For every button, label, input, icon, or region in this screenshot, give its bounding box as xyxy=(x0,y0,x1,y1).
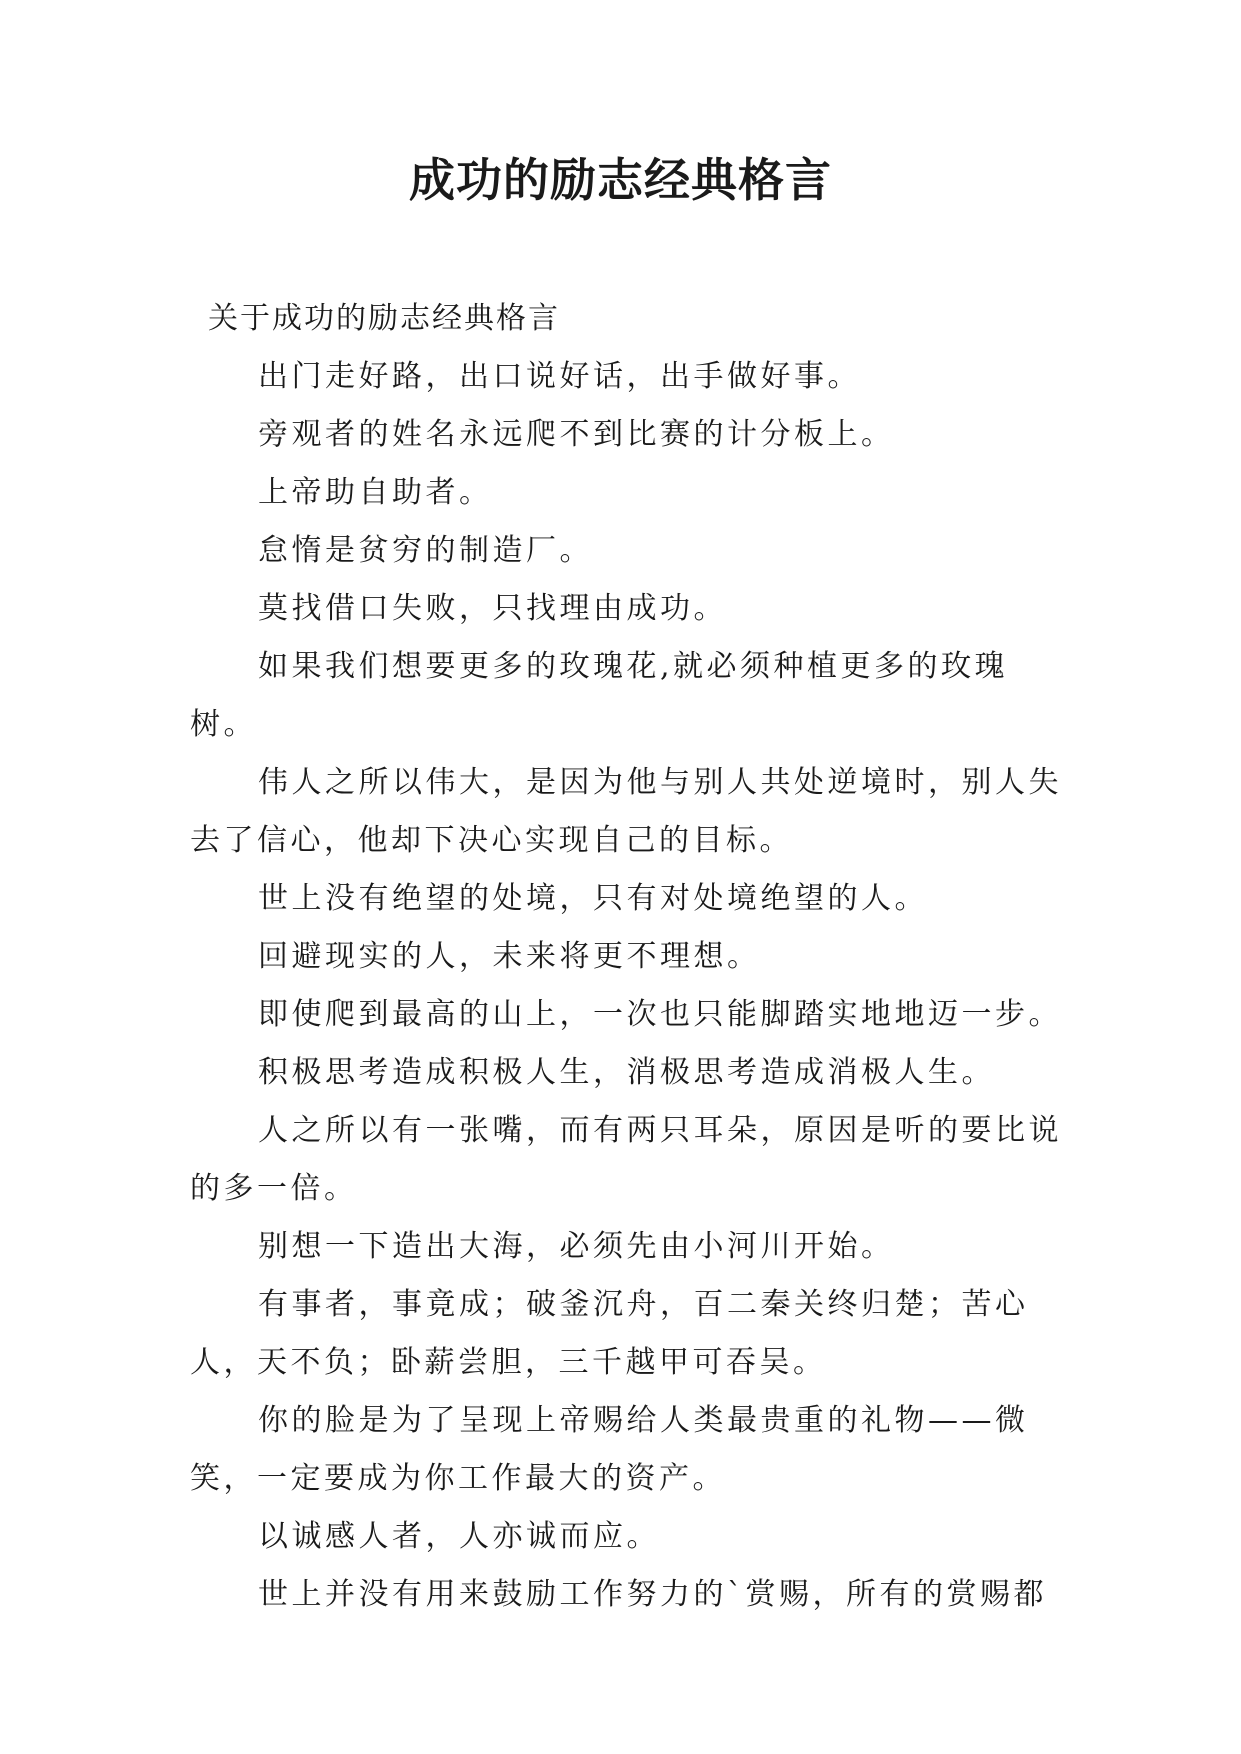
document-body xyxy=(190,290,1070,1624)
quote-paragraph: 以诚感人者，人亦诚而应。 xyxy=(258,1519,660,1554)
quote-paragraph: 怠惰是贫穷的制造厂。 xyxy=(258,533,593,568)
quote-paragraph: 世上并没有用来鼓励工作努力的`赏赐，所有的赏赐都 xyxy=(258,1577,1047,1612)
quote-paragraph: 如果我们想要更多的玫瑰花,就必须种植更多的玫瑰树。 xyxy=(190,649,1009,742)
quote-paragraph: 积极思考造成积极人生，消极思考造成消极人生。 xyxy=(258,1055,995,1090)
quote-paragraph: 即使爬到最高的山上，一次也只能脚踏实地地迈一步。 xyxy=(258,997,1062,1032)
quote-paragraph: 别想一下造出大海，必须先由小河川开始。 xyxy=(258,1229,895,1264)
quote-paragraph: 旁观者的姓名永远爬不到比赛的计分板上。 xyxy=(258,417,895,452)
quote-paragraph: 你的脸是为了呈现上帝赐给人类最贵重的礼物——微笑，一定要成为你工作最大的资产。 xyxy=(190,1403,1029,1496)
quote-paragraph: 莫找借口失败，只找理由成功。 xyxy=(258,591,727,626)
quote-paragraph: 上帝助自助者。 xyxy=(258,475,493,510)
quote-paragraph: 世上没有绝望的处境，只有对处境绝望的人。 xyxy=(258,881,928,916)
quote-paragraph: 出门走好路，出口说好话，出手做好事。 xyxy=(258,359,861,394)
subtitle-paragraph: 关于成功的励志经典格言 xyxy=(208,301,560,336)
document-title: 成功的励志经典格言 xyxy=(409,153,832,207)
quote-paragraph: 回避现实的人，未来将更不理想。 xyxy=(258,939,761,974)
quote-paragraph: 伟人之所以伟大，是因为他与别人共处逆境时，别人失去了信心，他却下决心实现自己的目标。 xyxy=(190,765,1062,858)
quote-paragraph: 人之所以有一张嘴，而有两只耳朵，原因是听的要比说的多一倍。 xyxy=(190,1113,1062,1206)
quote-paragraph: 有事者，事竟成；破釜沉舟，百二秦关终归楚；苦心人，天不负；卧薪尝胆，三千越甲可吞吴。 xyxy=(190,1287,1029,1380)
